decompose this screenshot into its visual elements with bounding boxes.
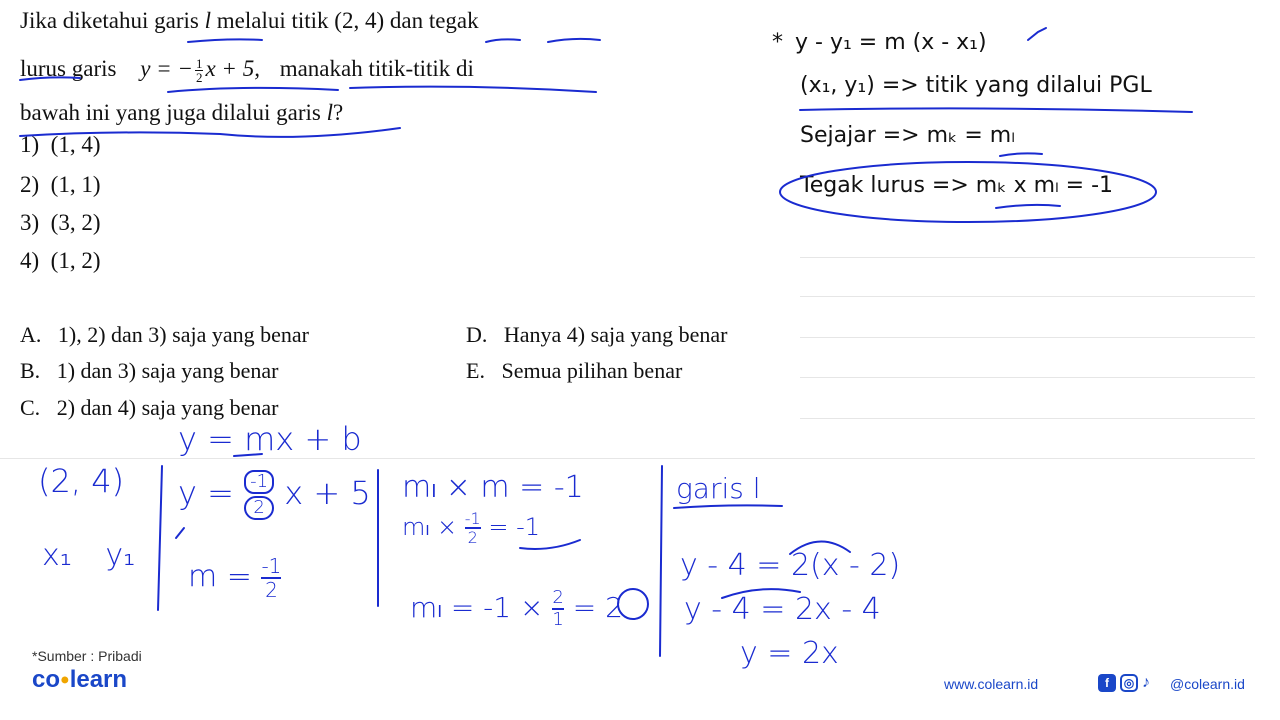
underline-garis: [188, 39, 262, 42]
underline-m: [234, 454, 262, 456]
check-mark: [1028, 28, 1046, 40]
option-4: 4) (1, 2): [20, 248, 101, 273]
hw-perp-substitute: mₗ × $\frac{-1}{2}$ = -1: [402, 509, 541, 547]
underline-tegak: [548, 39, 600, 42]
option-1: 1) (1, 4): [20, 132, 101, 157]
hw-step-1: y - 4 = 2(x - 2): [680, 548, 901, 583]
brand-logo: co●learn: [32, 666, 128, 693]
underline-lurus: [20, 77, 80, 80]
hw-general-form: y = mx + b: [178, 420, 362, 458]
hw-slope: m = $\frac{-1}{2}$: [188, 554, 282, 602]
underline-garis-l: [674, 505, 782, 508]
social-icons: [1098, 674, 1150, 692]
facebook-icon[interactable]: f: [1098, 674, 1116, 692]
answer-e: E. Semua pilihan benar: [466, 358, 683, 383]
answer-d: D. Hanya 4) saja yang benar: [466, 322, 728, 347]
underline-mkml: [996, 205, 1060, 208]
hw-step-2: y - 4 = 2x - 4: [684, 592, 881, 627]
arc-step-2: [722, 589, 800, 598]
arc-step-1: [790, 541, 850, 554]
arc-perp: [520, 540, 580, 549]
option-3: 3) (3, 2): [20, 210, 101, 235]
question-line-1: Jika diketahui garis l melalui titik (2, 4) dan tegak: [20, 8, 479, 33]
source-note: *Sumber : Pribadi: [32, 648, 142, 664]
circle-result: [618, 589, 648, 619]
social-handle[interactable]: @colearn.id: [1170, 676, 1245, 692]
underline-equation: [168, 88, 338, 92]
reference-parallel: Sejajar => mₖ = mₗ: [800, 123, 1015, 148]
underline-bawah: [20, 128, 400, 137]
hw-perp-result: mₗ = -1 × $\frac{2}{1}$ = 2: [410, 587, 623, 630]
instagram-icon[interactable]: ◎: [1120, 674, 1138, 692]
option-2: 2) (1, 1): [20, 172, 101, 197]
reference-point: (x₁, y₁) => titik yang dilalui PGL: [800, 73, 1152, 98]
hw-perp-rule: mₗ × m = -1: [402, 470, 584, 505]
underline-dan: [486, 39, 520, 42]
underline-ml: [1000, 153, 1042, 156]
question-line-3: bawah ini yang juga dilalui garis l?: [20, 100, 344, 125]
underline-pgl: [800, 108, 1192, 112]
ellipse-perpendicular: [780, 162, 1156, 222]
arrow-stroke: [176, 528, 184, 538]
answer-a: A. 1), 2) dan 3) saja yang benar: [20, 322, 309, 347]
tiktok-icon[interactable]: ♪: [1142, 674, 1150, 691]
answer-c: C. 2) dan 4) saja yang benar: [20, 395, 279, 420]
reference-perpendicular: Tegak lurus => mₖ x mₗ = -1: [800, 173, 1114, 198]
reference-formula: * y - y₁ = m (x - x₁): [772, 30, 987, 55]
hw-step-3: y = 2x: [740, 636, 839, 671]
divider-1: [158, 466, 162, 610]
website-link[interactable]: www.colearn.id: [944, 676, 1039, 692]
given-equation: y = − $\frac{1}{2}$ x + 5,: [140, 56, 260, 86]
question-line-2: lurus garis y = − $\frac{1}{2}$ x + 5, manakah titik-titik di: [20, 56, 474, 86]
underline-manakah: [350, 87, 596, 92]
divider-3: [660, 466, 662, 656]
hw-point: (2, 4): [38, 462, 125, 500]
hw-line-title: garis l: [676, 472, 761, 505]
hw-equation: y = $\frac{-1}{2}$ x + 5: [178, 471, 371, 518]
hw-point-labels: x₁ y₁: [42, 538, 136, 573]
answer-b: B. 1) dan 3) saja yang benar: [20, 358, 279, 383]
